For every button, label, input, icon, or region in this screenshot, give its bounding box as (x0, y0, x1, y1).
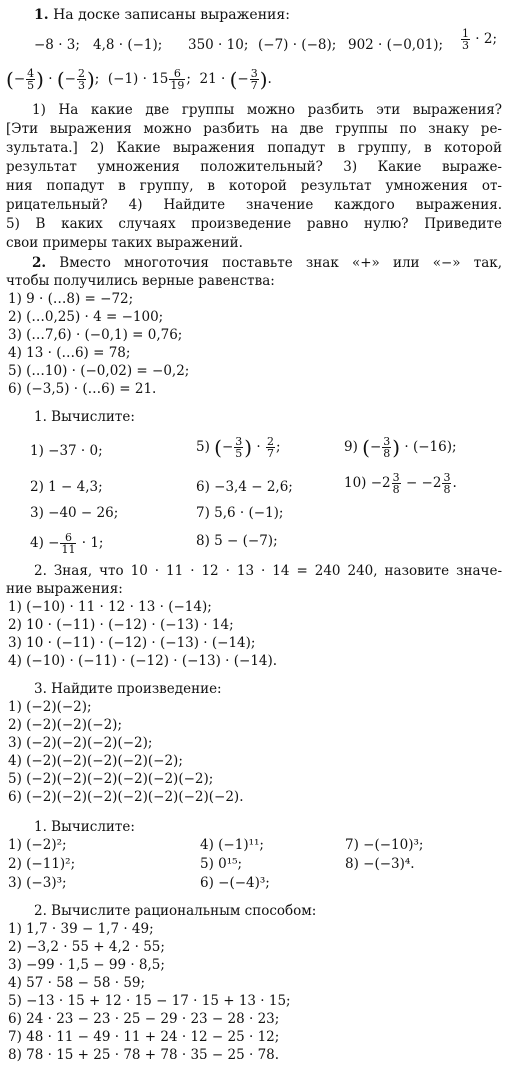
s1-para-line: результат умножения положительный? 3) Какие выраже- (6, 159, 502, 175)
s3-item-3: 3) −40 − 26; (30, 505, 119, 521)
s1-para-line: зультата.] 2) Какие выражения попадут в группу, в которой (6, 140, 502, 156)
s5-item: 2) (−2)(−2)(−2); (8, 717, 122, 733)
s2-number: 2. (32, 255, 47, 271)
s5-item: 6) (−2)(−2)(−2)(−2)(−2)(−2)(−2). (8, 789, 244, 805)
s3-item-7: 7) 5,6 · (−1); (196, 505, 284, 521)
s7-item: 4) 57 · 58 − 58 · 59; (8, 975, 146, 991)
s3-item-2: 2) 1 − 4,3; (30, 479, 103, 495)
s6-item-5: 5) 0¹⁵; (200, 856, 243, 872)
s4-intro: 2. Зная, что 10 · 11 · 12 · 13 · 14 = 240 240, назовите значе- (34, 563, 502, 579)
s1-expr-6: $\frac{1}{3}$ · 2; (462, 27, 498, 52)
s5-item: 5) (−2)(−2)(−2)(−2)(−2)(−2); (8, 771, 214, 787)
s3-item-8: 8) 5 − (−7); (196, 533, 278, 549)
s2-item: 2) (…0,25) · 4 = −100; (8, 309, 164, 325)
fraction: $\frac{2}{3}$ (77, 67, 85, 92)
s1-expr-4: (−7) · (−8); (258, 37, 337, 53)
s4-item: 2) 10 · (−11) · (−12) · (−13) · 14; (8, 617, 234, 633)
s5-item: 1) (−2)(−2); (8, 699, 92, 715)
fraction: $\frac{3}{8}$ (383, 435, 391, 460)
s7-item: 3) −99 · 1,5 − 99 · 8,5; (8, 957, 165, 973)
s1-para-line: 1) На какие две группы можно разбить эти выражения? (32, 102, 502, 118)
s1-title: На доске записаны выражения: (53, 7, 290, 23)
fraction: $\frac{1}{3}$ (462, 27, 469, 52)
s7-title: 2. Вычислите рациональным способом: (34, 903, 317, 919)
s1-row2: (− $\frac{4}{5}$ ) · (− $\frac{2}{3}$ ); (−1) · 15 $\frac{6}{19}$ ; 21 · (− $\frac{3}{7}$ ). (6, 67, 272, 92)
s5-item: 4) (−2)(−2)(−2)(−2)(−2); (8, 753, 183, 769)
s6-item-8: 8) −(−3)⁴. (345, 856, 415, 872)
fraction: $\frac{2}{7}$ (266, 435, 274, 460)
s1-number: 1. (34, 7, 49, 23)
s4-item: 1) (−10) · 11 · 12 · 13 · (−14); (8, 599, 212, 615)
s3-item-1: 1) −37 · 0; (30, 443, 103, 459)
fraction: $\frac{3}{8}$ (392, 471, 400, 496)
s1-para-line: [Эти выражения можно разбить на две группы по знаку ре- (6, 121, 502, 137)
s7-item: 5) −13 · 15 + 12 · 15 − 17 · 15 + 13 · 15; (8, 993, 291, 1009)
s1-para-line: ния попадут в группу, в которой результат умножения от- (6, 178, 502, 194)
s2-item: 6) (−3,5) · (…6) = 21. (8, 381, 157, 397)
s1-para-line: рицательный? 4) Найдите значение каждого выражения. (6, 197, 502, 213)
s7-item: 8) 78 · 15 + 25 · 78 + 78 · 35 − 25 · 78. (8, 1047, 280, 1063)
s7-item: 6) 24 · 23 − 23 · 25 − 29 · 23 − 28 · 23; (8, 1011, 280, 1027)
s7-item: 7) 48 · 11 − 49 · 11 + 24 · 12 − 25 · 12; (8, 1029, 280, 1045)
s1-heading (34, 6, 502, 24)
s6-item-6: 6) −(−4)³; (200, 875, 270, 891)
s6-item-7: 7) −(−10)³; (345, 837, 424, 853)
s3-item-6: 6) −3,4 − 2,6; (196, 479, 293, 495)
fraction: $\frac{3}{5}$ (235, 435, 243, 460)
s3-item-5: 5) (− $\frac{3}{5}$ ) · $\frac{2}{7}$ ; (196, 435, 281, 460)
s4-item: 4) (−10) · (−11) · (−12) · (−13) · (−14). (8, 653, 278, 669)
s2-intro-2: чтобы получились верные равенства: (6, 273, 275, 289)
s2-item: 1) 9 · (…8) = −72; (8, 291, 134, 307)
s7-item: 1) 1,7 · 39 − 1,7 · 49; (8, 921, 154, 937)
s2-item: 5) (…10) · (−0,02) = −0,2; (8, 363, 190, 379)
s2-intro: 2. Вместо многоточия поставьте знак «+» или «−» так, (32, 255, 503, 271)
s3-item-4: 4) − $\frac{6}{11}$ · 1; (30, 531, 104, 556)
s5-title: 3. Найдите произведение: (34, 681, 222, 697)
fraction: $\frac{6}{11}$ (61, 531, 76, 556)
s6-item-4: 4) (−1)¹¹; (200, 837, 264, 853)
s3-item-9: 9) (− $\frac{3}{8}$ ) · (−16); (344, 435, 457, 460)
s1-expr-2: 4,8 · (−1); (93, 37, 163, 53)
s3-item-10: 10) −2 $\frac{3}{8}$ − −2 $\frac{3}{8}$ . (344, 471, 457, 496)
s6-title: 1. Вычислите: (34, 819, 135, 835)
s1-para-line: свои примеры таких выражений. (6, 235, 243, 251)
s7-item: 2) −3,2 · 55 + 4,2 · 55; (8, 939, 165, 955)
s6-item-2: 2) (−11)²; (8, 856, 76, 872)
s5-item: 3) (−2)(−2)(−2)(−2); (8, 735, 153, 751)
s1-expr-3: 350 · 10; (188, 37, 249, 53)
s2-item: 4) 13 · (…6) = 78; (8, 345, 131, 361)
s6-item-1: 1) (−2)²; (8, 837, 67, 853)
s1-expr-1: −8 · 3; (34, 37, 80, 53)
s6-item-3: 3) (−3)³; (8, 875, 67, 891)
s2-item: 3) (…7,6) · (−0,1) = 0,76; (8, 327, 183, 343)
s3-title: 1. Вычислите: (34, 409, 135, 425)
s1-para-line: 5) В каких случаях произведение равно нулю? Приведите (6, 216, 502, 232)
fraction: $\frac{6}{19}$ (170, 67, 185, 92)
s4-item: 3) 10 · (−11) · (−12) · (−13) · (−14); (8, 635, 256, 651)
s1-expr-5: 902 · (−0,01); (348, 37, 444, 53)
fraction: $\frac{3}{8}$ (443, 471, 451, 496)
fraction: $\frac{4}{5}$ (27, 67, 35, 92)
s4-intro-2: ние выражения: (6, 581, 123, 597)
fraction: $\frac{3}{7}$ (250, 67, 258, 92)
